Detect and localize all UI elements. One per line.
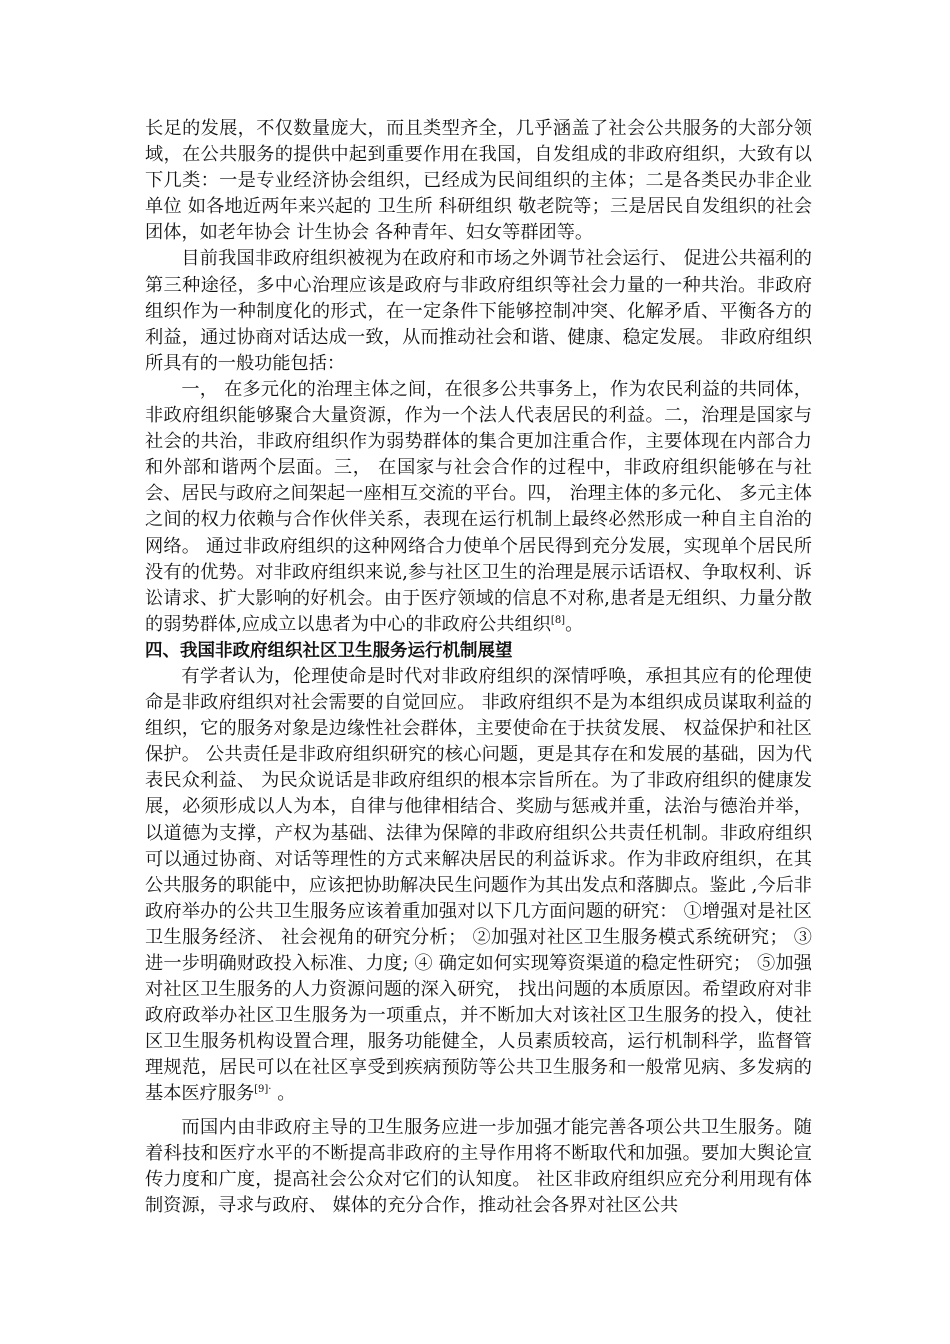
citation-ref-8: [8] <box>550 614 566 626</box>
paragraph-ethics-tail: 。 <box>271 1083 296 1105</box>
document-page <box>145 116 812 1219</box>
paragraph-functions-text: 一， 在多元化的治理主体之间，在很多公共事务上，作为农民利益的共同体，非政府组织能够聚合大量资源，作为一个法人代表居民的利益。二，治理是国家与社会的共治，非政府组织作为弱势群体的集合更加注重合作，主要体现在内部合力和外部和谐两个层面。三， 在国家与社会合作的过程中，非政府组织能够在与社会、居民与政府之间架起一座相互交流的平台。四， 治理主体的多元化、 多元主体之间的权力依赖与合作伙伴关系，表现在运行机制上最终必然形成一种自主自治的网络。 通过非政府组织的这种网络合力使单个居民得到充分发展，实现单个居民所没有的优势。对非政府组织来说,参与社区卫生的治理是展示话语权、争取权利、诉讼请求、扩大影响的好机会。由于医疗领域的信息不对称,患者是无组织、力量分散的弱势群体,应成立以患者为中心的非政府公共组织 <box>145 378 812 635</box>
paragraph-domestic-services: 而国内由非政府主导的卫生服务应进一步加强才能完善各项公共卫生服务。随着科技和医疗水平的不断提高非政府的主导作用将不断取代和加强。要加大舆论宣传力度和广度，提高社会公众对它们的认知度。 社区非政府组织应充分利用现有体制资源，寻求与政府、 媒体的充分合作，推动社会各界对社区公共 <box>145 1116 812 1216</box>
citation-ref-9: [9]· <box>254 1084 272 1096</box>
paragraph-ethics-mission <box>145 664 812 1108</box>
paragraph-ngo-role: 目前我国非政府组织被视为在政府和市场之外调节社会运行、 促进公共福利的第三种途径，多中心治理应该是政府与非政府组织等社会力量的一种共治。非政府组织作为一种制度化的形式，在一定条件下能够控制冲突、化解矛盾、平衡各方的利益，通过协商对话达成一致，从而推动社会和谐、健康、稳定发展。 非政府组织所具有的一般功能包括： <box>145 248 812 374</box>
paragraph-continuation: 长足的发展，不仅数量庞大，而且类型齐全，几乎涵盖了社会公共服务的大部分领域，在公共服务的提供中起到重要作用在我国，自发组成的非政府组织，大致有以下几类：一是专业经济协会组织，已经成为民间组织的主体；二是各类民办非企业单位 如各地近两年来兴起的 卫生所 科研组织 敬老院等；三是居民自发组织的社会团体，如老年协会 计生协会 各种青年、妇女等群团等。 <box>145 118 812 244</box>
paragraph-ngo-functions <box>145 377 812 638</box>
section-heading: 四、我国非政府组织社区卫生服务运行机制展望 <box>145 640 513 661</box>
paragraph-functions-tail: 。 <box>565 613 584 635</box>
paragraph-ethics-text: 有学者认为，伦理使命是时代对非政府组织的深情呼唤，承担其应有的伦理使命是非政府组织对社会需要的自觉回应。 非政府组织不是为本组织成员谋取利益的组织，它的服务对象是边缘性社会群体，主要使命在于扶贫发展、 权益保护和社区保护。 公共责任是非政府组织研究的核心问题，更是其存在和发展的基础，因为代表民众利益、 为民众说话是非政府组织的根本宗旨所在。为了非政府组织的健康发展，必须形成以人为本，自律与他律相结合、奖励与惩戒并重，法治与德治并举，以道德为支撑，产权为基础、法律为保障的非政府组织公共责任机制。非政府组织可以通过协商、对话等理性的方式来解决居民的利益诉求。作为非政府组织，在其公共服务的职能中，应该把协助解决民生问题作为其出发点和落脚点。鉴此 ,今后非政府举办的公共卫生服务应该着重加强对以下几方面问题的研究： ①增强对是社区卫生服务经济、 社会视角的研究分析； ②加强对社区卫生服务模式系统研究； ③进一步明确财政投入标准、力度; ④ 确定如何实现筹资渠道的稳定性研究； ⑤加强对社区卫生服务的人力资源问题的深入研究， 找出问题的本质原因。希望政府对非政府政举办社区卫生服务为一项重点，并不断加大对该社区卫生服务的投入，使社区卫生服务机构设置合理，服务功能健全，人员素质较高，运行机制科学，监督管理规范，居民可以在社区享受到疾病预防等公共卫生服务和一般常见病、多发病的基本医疗服务 <box>145 665 812 1105</box>
